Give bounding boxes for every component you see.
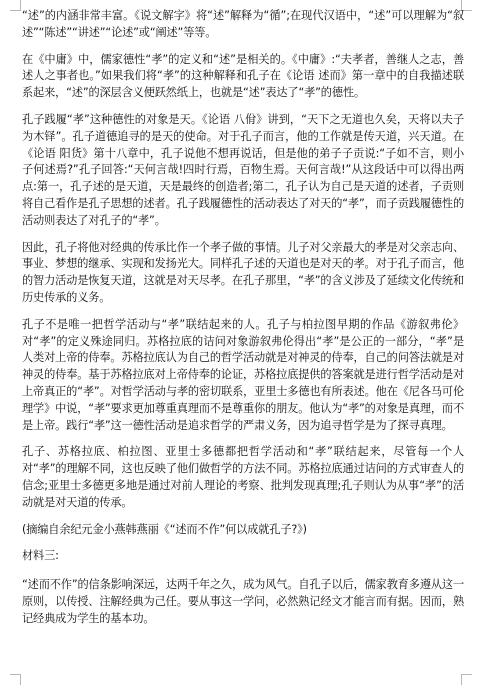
paragraph-confucius-heaven: 孔子践履“孝”这种德性的对象是天。《论语 八佾》讲到，“天下之无道也久矣，天将以夫子为木铎”。孔子道德追寻的是天的使命。对于孔子而言，他的工作就是传天道，兴天道。在《论语 阳货》第十八章中，孔子说他不想再说话，但是他的弟子子贡说:“子如不言，则小子何述焉?”孔子回答:“天何言哉!四时行焉，百物生焉。天何言哉!”从这段话中可以得出两点:第一，孔子述的是天道，天是最终的创造者;第二，孔子认为自己是天道的述者，子贡则将自己看作是孔子思想的述者。孔子践履德性的活动表达了对天的“孝”，而子贡践履德性的活动则表达了对孔子的“孝”。 [22, 112, 464, 227]
material-three-heading: 材料三: [22, 549, 59, 563]
paragraph-filial-analogy: 因此，孔子将他对经典的传承比作一个孝子做的事情。儿子对父亲最大的孝是对父亲志向、事业、梦想的继承、实现和发扬光大。同样孔子述的天道也是对天的孝。对于孔子而言，他的智力活动是恢复天道，这就是对天尽孝。在孔子那里，“孝”的含义涉及了延续文化传统和历史传承的义务。 [22, 240, 464, 304]
paragraph-zhongyong: 在《中庸》中，儒家德性“孝”的定义和“述”是相关的。《中庸》:“夫孝者，善继人之志，善述人之事者也。”如果我们将“孝”的这种解释和孔子在《论语 述而》第一章中的自我描述联系起来，“述”的深层含义便跃然纸上，也就是“述”表达了“孝”的德性。 [22, 52, 464, 100]
page-corner-mark [10, 674, 21, 685]
document-body [22, 8, 464, 638]
page-corner-mark [10, 0, 21, 11]
paragraph-shu-meaning: “述”的内涵非常丰富。《说文解字》将“述”解释为“循”;在现代汉语中，“述”可以理解为“叙述”“陈述”“讲述”“论述”或“阐述”等等。 [22, 9, 464, 39]
source-citation: (摘编自余纪元金小燕韩燕丽《“述而不作”何以成就孔子?》) [22, 522, 307, 536]
paragraph-material-three: “述而不作”的信条影响深远，达两千年之久，成为风气。自孔子以后，儒家教育多遵从这一原则，以传授、注解经典为己任。要从事这一学问，必然熟记经文才能言而有据。因而，熟记经典成为学生的基本功。 [22, 578, 464, 625]
paragraph-socrates: 孔子不是唯一把哲学活动与“孝”联结起来的人。孔子与柏拉图早期的作品《游叙弗伦》对“孝”的定义殊途同归。苏格拉底的诘问对象游叙弗伦得出“孝”是公正的一部分，“孝”是人类对上帝的侍奉。苏格拉底认为自己的哲学活动就是对神灵的侍奉，自己的问答法就是对神灵的侍奉。基于苏格拉底对上帝侍奉的论证，苏格拉底提供的答案就是进行哲学活动是对上帝真正的“孝”。对哲学活动与孝的密切联系，亚里士多德也有所表述。他在《尼各马可伦理学》中说，“孝”要求更加尊重真理而不是尊重你的朋友。他认为“孝”的对象是真理，而不是上帝。践行“孝”这一德性活动是追求哲学的严肃义务，因为追寻哲学是为了探寻真理。 [22, 317, 465, 432]
page-corner-mark [461, 674, 472, 685]
paragraph-comparison: 孔子、苏格拉底、柏拉图、亚里士多德都把哲学活动和“孝”联结起来，尽管每一个人对“孝”的理解不同，这也反映了他们做哲学的方法不同。苏格拉底通过诘问的方式审查人的信念;亚里士多德更多地是通过对前人理论的考察、批判发现真理;孔子则认为从事“孝”的活动就是对天道的传承。 [22, 445, 464, 509]
